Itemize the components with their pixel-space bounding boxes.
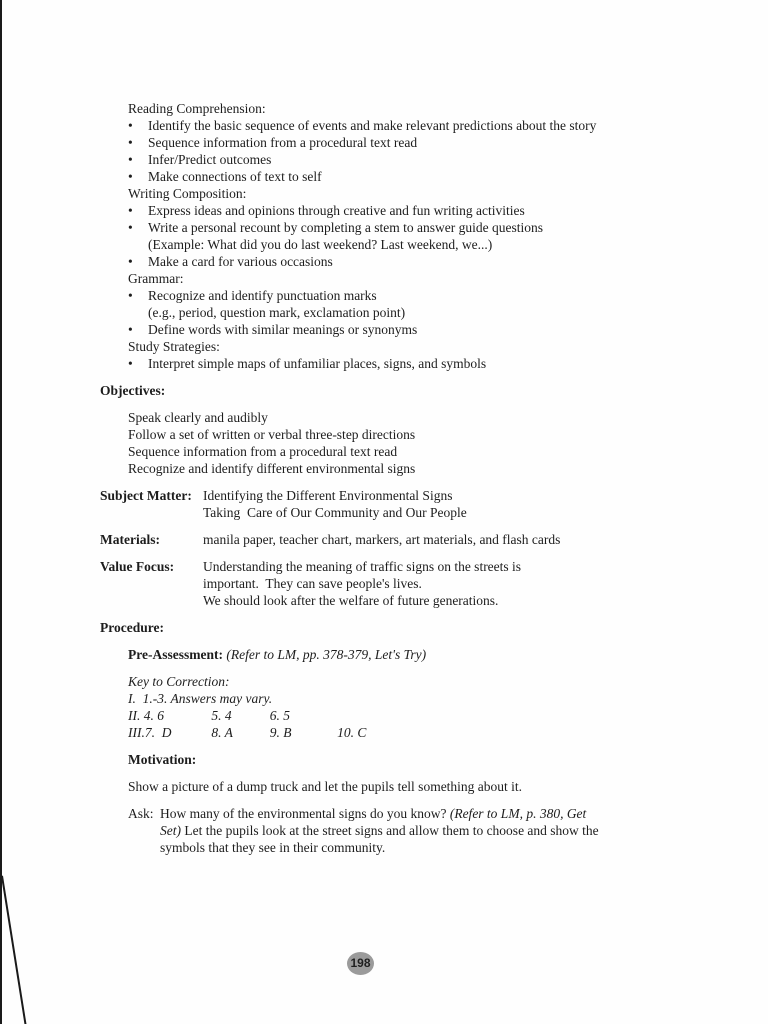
pre-assessment-reference: (Refer to LM, pp. 378-379, Let's Try) xyxy=(226,647,427,662)
subject-matter-label: Subject Matter: xyxy=(100,488,192,503)
skill-group-heading: Grammar: xyxy=(128,271,184,286)
objective-item: Follow a set of written or verbal three-step directions xyxy=(128,427,416,442)
key-cell: 5. 4 xyxy=(211,708,232,723)
ask-line xyxy=(160,805,599,822)
subject-matter-value xyxy=(203,487,712,521)
skill-group-heading: Study Strategies: xyxy=(128,339,220,354)
bullet-marker: • xyxy=(128,203,133,218)
key-cell: I. 1.-3. Answers may vary. xyxy=(128,691,273,706)
list-item-text: Infer/Predict outcomes xyxy=(148,152,272,167)
procedure-heading: Procedure: xyxy=(100,620,164,635)
key-cell: 10. C xyxy=(337,725,367,740)
bullet-marker: • xyxy=(128,356,133,371)
bullet-marker: • xyxy=(128,288,133,303)
list-item-text: Write a personal recount by completing a stem to answer guide questions xyxy=(148,220,543,235)
ask-label: Ask: xyxy=(128,806,154,821)
objective-item: Recognize and identify different environmental signs xyxy=(128,461,416,476)
skill-group-heading: Reading Comprehension: xyxy=(128,101,266,116)
list-item-text: Define words with similar meanings or synonyms xyxy=(148,322,418,337)
skill-group-heading: Writing Composition: xyxy=(128,186,247,201)
list-item-text: Recognize and identify punctuation marks xyxy=(148,288,377,303)
key-row xyxy=(128,707,712,724)
value-focus-line: We should look after the welfare of future generations. xyxy=(203,593,499,608)
list-item xyxy=(128,287,712,304)
objectives-heading: Objectives: xyxy=(100,383,166,398)
list-item xyxy=(128,134,712,151)
key-cell: 9. B xyxy=(269,725,292,740)
value-focus-row xyxy=(100,558,712,609)
list-item xyxy=(128,117,712,134)
list-item xyxy=(128,151,712,168)
list-item xyxy=(128,321,712,338)
ask-line: symbols that they see in their community. xyxy=(160,840,386,855)
list-item-text: Sequence information from a procedural text read xyxy=(148,135,418,150)
ask-line xyxy=(160,822,599,839)
subject-matter-row xyxy=(100,487,712,521)
key-to-correction xyxy=(128,673,712,741)
bullet-marker: • xyxy=(128,152,133,167)
list-item xyxy=(128,168,712,185)
key-cell: 8. A xyxy=(211,725,233,740)
page-number: 198 xyxy=(350,956,371,970)
list-item-text: Identify the basic sequence of events and make relevant predictions about the story xyxy=(148,118,597,133)
list-item-continuation: (e.g., period, question mark, exclamation point) xyxy=(148,305,406,320)
list-item xyxy=(128,253,712,270)
bullet-marker: • xyxy=(128,220,133,235)
key-row xyxy=(128,690,712,707)
ask-text-normal: How many of the environmental signs do you know? xyxy=(160,806,450,821)
list-item-continuation: (Example: What did you do last weekend? Last weekend, we...) xyxy=(148,237,493,252)
key-cell: 6. 5 xyxy=(269,708,290,723)
list-item xyxy=(128,202,712,219)
ask-text-reference: Set) xyxy=(160,823,181,838)
list-item xyxy=(128,219,712,236)
key-cell: III.7. D xyxy=(128,725,172,740)
materials-row xyxy=(100,531,712,548)
list-item xyxy=(128,355,712,372)
value-focus-label: Value Focus: xyxy=(100,559,175,574)
ask-text xyxy=(160,805,599,856)
value-focus-line: important. They can save people's lives. xyxy=(203,576,422,591)
page-content xyxy=(100,100,712,856)
ask-text-normal: Let the pupils look at the street signs and allow them to choose and show the xyxy=(181,823,599,838)
motivation-heading: Motivation: xyxy=(128,752,197,767)
list-item-text: Make a card for various occasions xyxy=(148,254,333,269)
ask-text-reference: (Refer to LM, p. 380, Get xyxy=(449,806,587,821)
materials-label: Materials: xyxy=(100,532,160,547)
bullet-marker: • xyxy=(128,254,133,269)
objectives-list xyxy=(128,409,712,477)
motivation-text: Show a picture of a dump truck and let the pupils tell something about it. xyxy=(128,779,523,794)
bullet-marker: • xyxy=(128,118,133,133)
bullet-marker: • xyxy=(128,135,133,150)
key-to-correction-heading: Key to Correction: xyxy=(128,674,230,689)
bullet-marker: • xyxy=(128,322,133,337)
list-item-text: Express ideas and opinions through creative and fun writing activities xyxy=(148,203,525,218)
materials-value: manila paper, teacher chart, markers, art materials, and flash cards xyxy=(203,532,561,547)
value-focus-line: Understanding the meaning of traffic signs on the streets is xyxy=(203,559,522,574)
subject-matter-line: Identifying the Different Environmental Signs xyxy=(203,488,453,503)
skills-section xyxy=(128,100,712,372)
list-item-text: Interpret simple maps of unfamiliar places, signs, and symbols xyxy=(148,356,487,371)
page-number-badge xyxy=(347,952,374,975)
objective-item: Sequence information from a procedural text read xyxy=(128,444,398,459)
pre-assessment-line xyxy=(128,646,712,663)
key-row xyxy=(128,724,712,741)
subject-matter-line: Taking Care of Our Community and Our People xyxy=(203,505,467,520)
value-focus-value xyxy=(203,558,712,609)
scan-artifact-diagonal-line xyxy=(1,876,27,1024)
bullet-marker: • xyxy=(128,169,133,184)
scan-artifact-left-line xyxy=(0,0,2,1024)
objective-item: Speak clearly and audibly xyxy=(128,410,268,425)
ask-paragraph xyxy=(128,805,712,856)
key-cell: II. 4. 6 xyxy=(128,708,164,723)
list-item-text: Make connections of text to self xyxy=(148,169,322,184)
pre-assessment-label: Pre-Assessment: xyxy=(128,647,223,662)
